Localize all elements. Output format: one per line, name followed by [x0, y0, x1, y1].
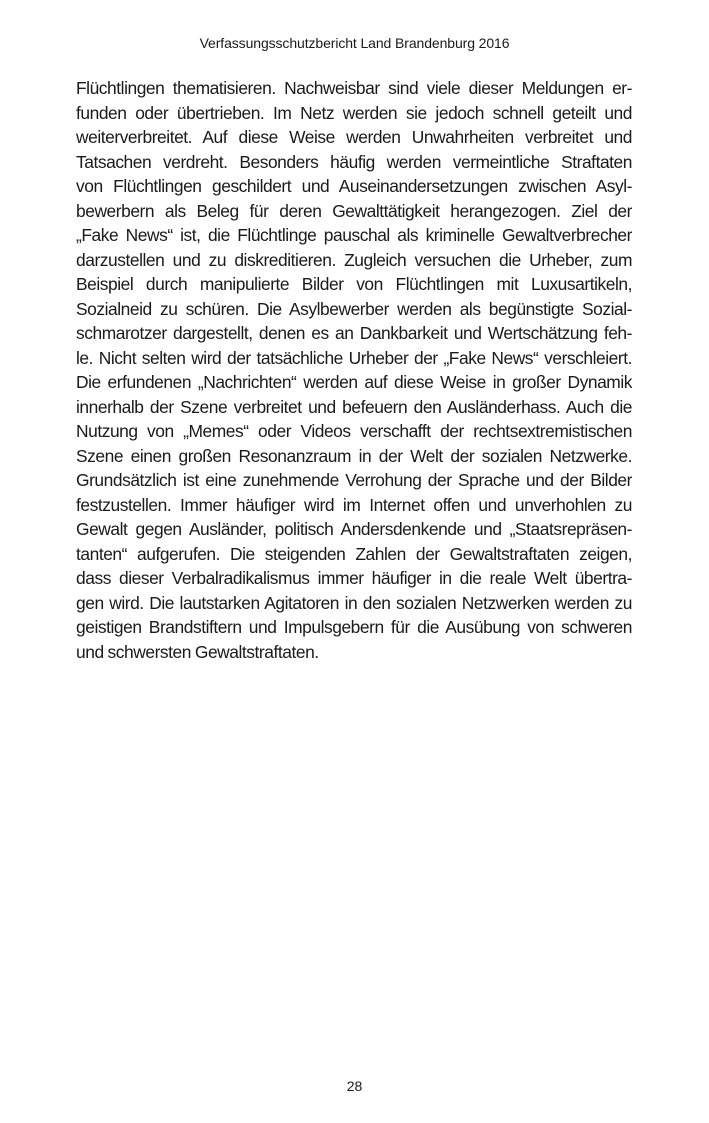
text-line: schmarotzer dargestellt, denen es an Dankbarkeit und Wertschätzung feh- — [76, 323, 632, 343]
running-header: Verfassungsschutzbericht Land Brandenburg 2016 — [199, 35, 510, 51]
text-line: von Flüchtlingen geschildert und Auseinandersetzungen zwischen Asyl- — [76, 176, 632, 196]
text-line: dass dieser Verbalradikalismus immer häufiger in die reale Welt übertra- — [76, 568, 632, 588]
text-line: Gewalt gegen Ausländer, politisch Andersdenkende und „Staatsrepräsen- — [76, 519, 632, 539]
body-paragraph — [76, 76, 632, 664]
text-line: le. Nicht selten wird der tatsächliche Urheber der „Fake News“ verschleiert. — [76, 347, 632, 368]
text-line: darzustellen und zu diskreditieren. Zugleich versuchen die Urheber, zum — [76, 249, 632, 270]
text-line: festzustellen. Immer häufiger wird im Internet offen und unverhohlen zu — [76, 494, 632, 515]
text-line: Tatsachen verdreht. Besonders häufig werden vermeintliche Straftaten — [76, 151, 632, 172]
text-line: und schwersten Gewaltstraftaten. — [76, 641, 319, 662]
text-line: innerhalb der Szene verbreitet und befeuern den Ausländerhass. Auch die — [76, 396, 632, 417]
text-line: Grundsätzlich ist eine zunehmende Verrohung der Sprache und der Bilder — [76, 470, 632, 490]
text-line: Beispiel durch manipulierte Bilder von Flüchtlingen mit Luxusartikeln, — [76, 274, 632, 294]
text-line: Szene einen großen Resonanzraum in der Welt der sozialen Netzwerke. — [76, 445, 632, 466]
text-line: Sozialneid zu schüren. Die Asylbewerber werden als begünstigte Sozial- — [76, 298, 632, 319]
text-line: funden oder übertrieben. Im Netz werden sie jedoch schnell geteilt und — [76, 102, 632, 123]
text-line: „Fake News“ ist, die Flüchtlinge pauschal als kriminelle Gewaltverbrecher — [76, 225, 632, 245]
text-line: Flüchtlingen thematisieren. Nachweisbar sind viele dieser Meldungen er- — [76, 78, 632, 98]
page-number: 28 — [346, 1078, 363, 1094]
text-line: tanten“ aufgerufen. Die steigenden Zahlen der Gewaltstraftaten zeigen, — [76, 543, 632, 564]
text-line: gen wird. Die lautstarken Agitatoren in den sozialen Netzwerken werden zu — [76, 592, 632, 613]
text-line: geistigen Brandstiftern und Impulsgebern für die Ausübung von schweren — [76, 617, 632, 637]
text-line: bewerbern als Beleg für deren Gewalttätigkeit herangezogen. Ziel der — [76, 200, 632, 221]
text-line: Nutzung von „Memes“ oder Videos verschafft der rechtsextremistischen — [76, 421, 632, 441]
text-line: Die erfundenen „Nachrichten“ werden auf diese Weise in großer Dynamik — [76, 372, 632, 392]
text-line: weiterverbreitet. Auf diese Weise werden Unwahrheiten verbreitet und — [76, 127, 632, 147]
